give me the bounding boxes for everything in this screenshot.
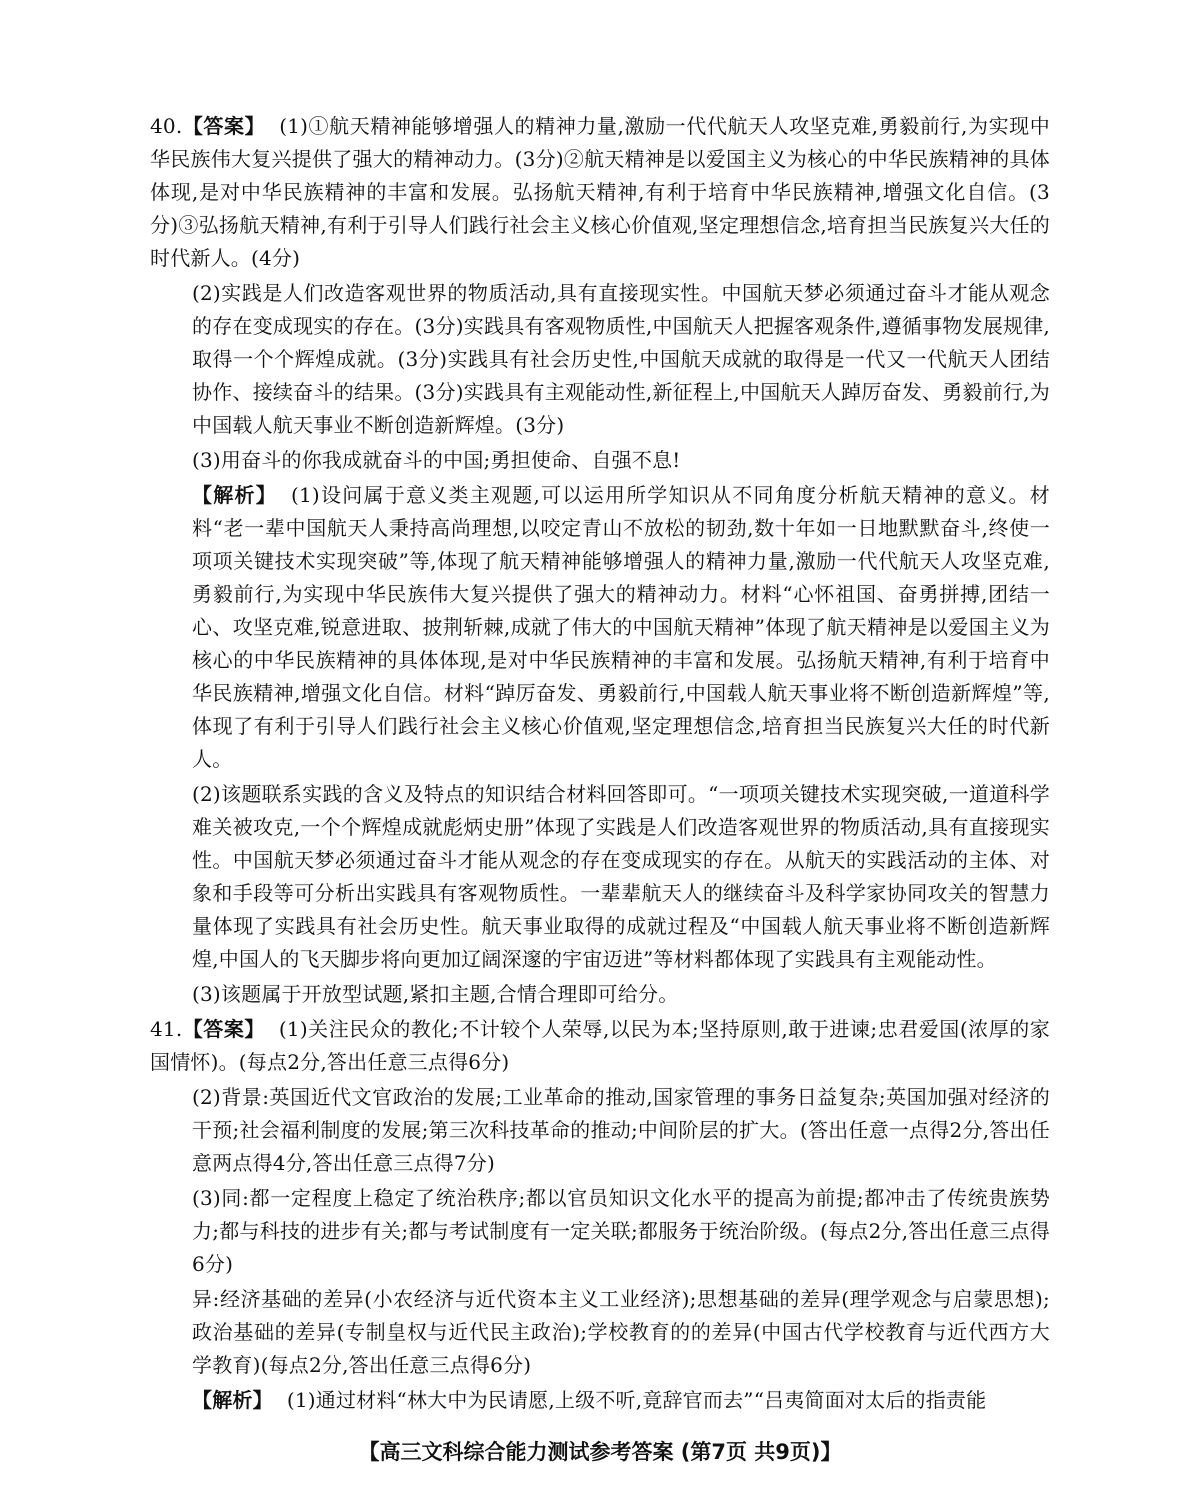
q41-answer-tag: 【答案】 bbox=[182, 1017, 265, 1041]
page-content bbox=[150, 110, 1050, 1419]
q40-answer-p3: (3)用奋斗的你我成就奋斗的中国;勇担使命、自强不息! bbox=[192, 448, 681, 472]
q40-analysis-p1 bbox=[150, 479, 1050, 776]
q41-answer-p2: (2)背景:英国近代文官政治的发展;工业革命的推动,国家管理的事务日益复杂;英国加强对经济的干预;社会福利制度的发展;第三次科技革命的推动;中间阶层的扩大。(答出任意一点得2分,答出任意两点得4分,答出任意三点得7分) bbox=[192, 1085, 1050, 1175]
q40-answer-p2: (2)实践是人们改造客观世界的物质活动,具有直接现实性。中国航天梦必须通过奋斗才能从观念的存在变成现实的存在。(3分)实践具有客观物质性,中国航天人把握客观条件,遵循事物发展规律,取得一个个辉煌成就。(3分)实践具有社会历史性,中国航天成就的取得是一代又一代航天人团结协作、接续奋斗的结果。(3分)实践具有主观能动性,新征程上,中国航天人踔厉奋发、勇毅前行,为中国载人航天事业不断创造新辉煌。(3分) bbox=[192, 281, 1050, 437]
q41-answer-p4: 异:经济基础的差异(小农经济与近代资本主义工业经济);思想基础的差异(理学观念与启蒙思想);政治基础的差异(专制皇权与近代民主政治);学校教育的的差异(中国古代学校教育与近代西方大学教育)(每点2分,答出任意三点得6分) bbox=[192, 1287, 1050, 1377]
page-footer: 【高三文科综合能力测试参考答案 (第7页 共9页)】 bbox=[358, 1440, 842, 1464]
q41-answer-p3: (3)同:都一定程度上稳定了统治秩序;都以官员知识文化水平的提高为前提;都冲击了传统贵族势力;都与科技的进步有关;都与考试制度有一定关联;都服务于统治阶级。(每点2分,答出任意三点得6分) bbox=[192, 1186, 1050, 1276]
q40-number: 40. bbox=[150, 114, 183, 138]
q41-number: 41. bbox=[150, 1017, 183, 1041]
q40-answer-p1-text: (1)①航天精神能够增强人的精神力量,激励一代代航天人攻坚克难,勇毅前行,为实现中华民族伟大复兴提供了强大的精神动力。(3分)②航天精神是以爱国主义为核心的中华民族精神的具体体现,是对中华民族精神的丰富和发展。弘扬航天精神,有利于培育中华民族精神,增强文化自信。(3分)③弘扬航天精神,有利于引导人们践行社会主义核心价值观,坚定理想信念,培育担当民族复兴大任的时代新人。(4分) bbox=[150, 114, 1050, 270]
q41-analysis-p1 bbox=[150, 1384, 1050, 1417]
q40-analysis-p2: (2)该题联系实践的含义及特点的知识结合材料回答即可。“一项项关键技术实现突破,一道道科学难关被攻克,一个个辉煌成就彪炳史册”体现了实践是人们改造客观世界的物质活动,具有直接现实性。中国航天梦必须通过奋斗才能从观念的存在变成现实的存在。从航天的实践活动的主体、对象和手段等可分析出实践具有客观物质性。一辈辈航天人的继续奋斗及科学家协同攻关的智慧力量体现了实践具有社会历史性。航天事业取得的成就过程及“中国载人航天事业将不断创造新辉煌,中国人的飞天脚步将向更加辽阔深邃的宇宙迈进”等材料都体现了实践具有主观能动性。 bbox=[192, 782, 1050, 971]
q41-analysis-tag: 【解析】 bbox=[192, 1388, 273, 1412]
q40-answer-tag: 【答案】 bbox=[182, 114, 266, 138]
q41-answer-p1 bbox=[150, 1013, 1050, 1079]
q40-answer-p1 bbox=[150, 110, 1050, 275]
q41-answer-p1-text: (1)关注民众的教化;不计较个人荣辱,以民为本;坚持原则,敢于进谏;忠君爱国(浓厚的家国情怀)。(每点2分,答出任意三点得6分) bbox=[150, 1017, 1050, 1074]
q40-analysis-p1-text: (1)设问属于意义类主观题,可以运用所学知识从不同角度分析航天精神的意义。材料“老一辈中国航天人秉持高尚理想,以咬定青山不放松的韧劲,数十年如一日地默默奋斗,终使一项项关键技术实现突破”等,体现了航天精神能够增强人的精神力量,激励一代代航天人攻坚克难,勇毅前行,为实现中华民族伟大复兴提供了强大的精神动力。材料“心怀祖国、奋勇拼搏,团结一心、攻坚克难,锐意进取、披荆斩棘,成就了伟大的中国航天精神”体现了航天精神是以爱国主义为核心的中华民族精神的具体体现,是对中华民族精神的丰富和发展。弘扬航天精神,有利于培育中华民族精神,增强文化自信。材料“踔厉奋发、勇毅前行,中国载人航天事业将不断创造新辉煌”等,体现了有利于引导人们践行社会主义核心价值观,坚定理想信念,培育担当民族复兴大任的时代新人。 bbox=[192, 483, 1050, 771]
q41-analysis-p1-text: (1)通过材料“林大中为民请愿,上级不听,竟辞官而去”“吕夷简面对太后的指责能 bbox=[286, 1388, 987, 1412]
q40-analysis-p3: (3)该题属于开放型试题,紧扣主题,合情合理即可给分。 bbox=[192, 982, 679, 1006]
q40-analysis-tag: 【解析】 bbox=[192, 483, 277, 507]
